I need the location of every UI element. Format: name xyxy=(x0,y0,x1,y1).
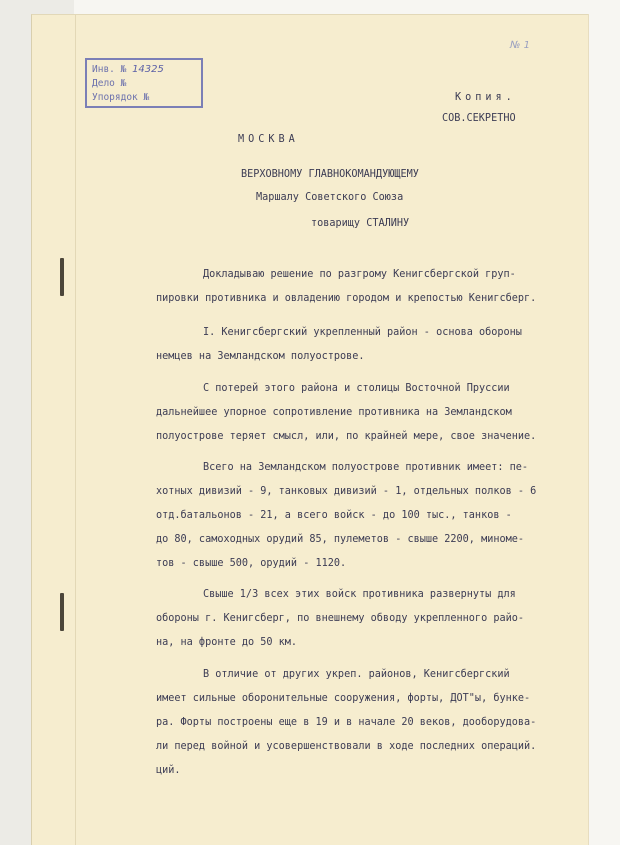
stamp-order: Упорядок № xyxy=(92,92,150,103)
body-line: хотных дивизий - 9, танковых дивизий - 1, отдельных полков - 6 xyxy=(156,486,537,497)
copy-label: Копия. xyxy=(455,92,516,103)
addressee-title: ВЕРХОВНОМУ ГЛАВНОКОМАНДУЮЩЕМУ xyxy=(241,169,419,180)
body-line: В отличие от других укреп. районов, Кенигсбергский xyxy=(203,669,510,680)
body-line: имеет сильные оборонительные сооружения, форты, ДОТ"ы, бунке- xyxy=(156,693,531,704)
addressee-name: товарищу СТАЛИНУ xyxy=(311,218,410,229)
binding-hole xyxy=(60,258,64,296)
body-line: пировки противника и овладению городом и крепостью Кенигсберг. xyxy=(156,293,537,304)
body-line: С потерей этого района и столицы Восточной Пруссии xyxy=(203,383,510,394)
binding-hole xyxy=(60,593,64,631)
body-line: Свыше 1/3 всех этих войск противника развернуты для xyxy=(203,589,516,600)
body-line: Докладываю решение по разгрому Кенигсбергской груп- xyxy=(203,269,516,280)
city-heading: МОСКВА xyxy=(238,134,299,145)
body-line: дальнейшее упорное сопротивление противника на Земландском xyxy=(156,407,512,418)
secrecy-label: СОВ.СЕКРЕТНО xyxy=(442,113,516,124)
body-line: тов - свыше 500, орудий - 1120. xyxy=(156,558,347,569)
body-line: немцев на Земландском полуострове. xyxy=(156,351,365,362)
body-line: ра. Форты построены еще в 19 и в начале 20 веков, дооборудова- xyxy=(156,717,537,728)
body-line: ций. xyxy=(156,765,181,776)
body-line: I. Кенигсбергский укрепленный район - основа обороны xyxy=(203,327,522,338)
body-line: обороны г. Кенигсберг, по внешнему обводу укрепленного райо- xyxy=(156,613,525,624)
addressee-rank: Маршалу Советского Союза xyxy=(256,192,404,203)
page-number-mark: № 1 xyxy=(510,40,530,51)
body-line: отд.батальонов - 21, а всего войск - до 100 тыс., танков - xyxy=(156,510,512,521)
body-line: ли перед войной и усовершенствовали в ходе последних операций. xyxy=(156,741,537,752)
inventory-stamp xyxy=(85,58,203,108)
body-line: Всего на Земландском полуострове противник имеет: пе- xyxy=(203,462,529,473)
stamp-number: 14325 xyxy=(132,64,164,75)
body-line: до 80, самоходных орудий 85, пулеметов - свыше 2200, миноме- xyxy=(156,534,525,545)
body-line: на, на фронте до 50 км. xyxy=(156,637,298,648)
stamp-case: Дело № xyxy=(92,78,127,89)
stamp-label: Инв. № xyxy=(92,64,127,75)
page-fold-line xyxy=(75,15,76,845)
document-page xyxy=(31,14,588,845)
body-line: полуострове теряет смысл, или, по крайней мере, свое значение. xyxy=(156,431,537,442)
